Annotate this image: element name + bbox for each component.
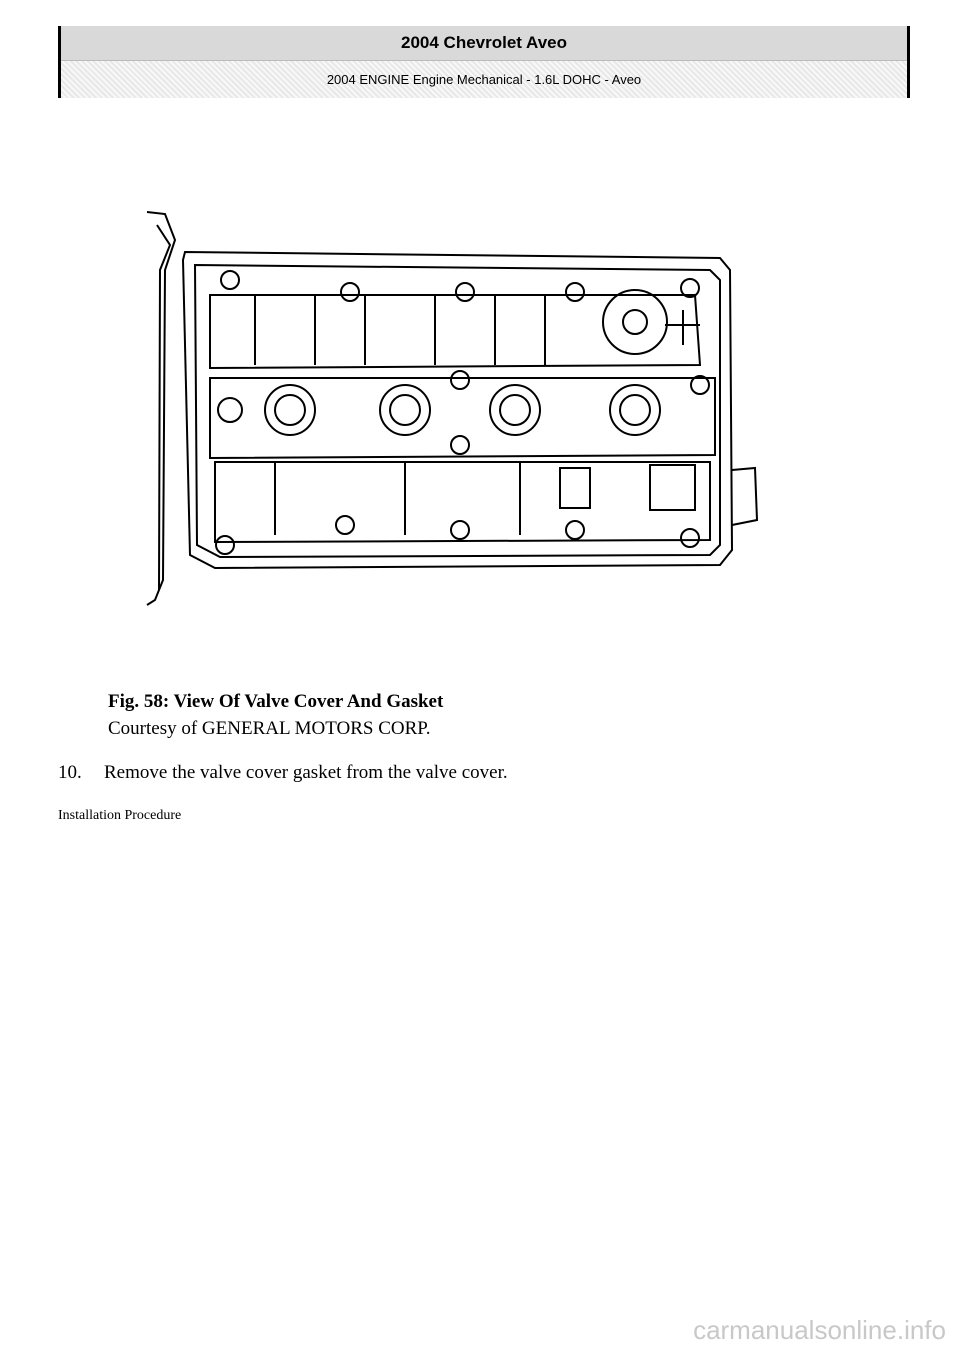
header-title: 2004 Chevrolet Aveo (61, 26, 907, 61)
figure-caption (108, 688, 443, 742)
figure-label: Fig. 58: View Of Valve Cover And Gasket (108, 691, 444, 712)
step-number: 10. (58, 762, 82, 783)
step-text: Remove the valve cover gasket from the valve cover. (104, 762, 508, 783)
figure-courtesy: Courtesy of GENERAL MOTORS CORP. (108, 718, 431, 739)
watermark: carmanualsonline.info (693, 1315, 946, 1345)
header-subtitle: 2004 ENGINE Engine Mechanical - 1.6L DOHC - Aveo (61, 61, 907, 98)
section-heading: Installation Procedure (58, 808, 182, 823)
valve-cover-diagram (135, 200, 760, 620)
procedure-step (58, 762, 508, 784)
document-header (58, 26, 910, 98)
